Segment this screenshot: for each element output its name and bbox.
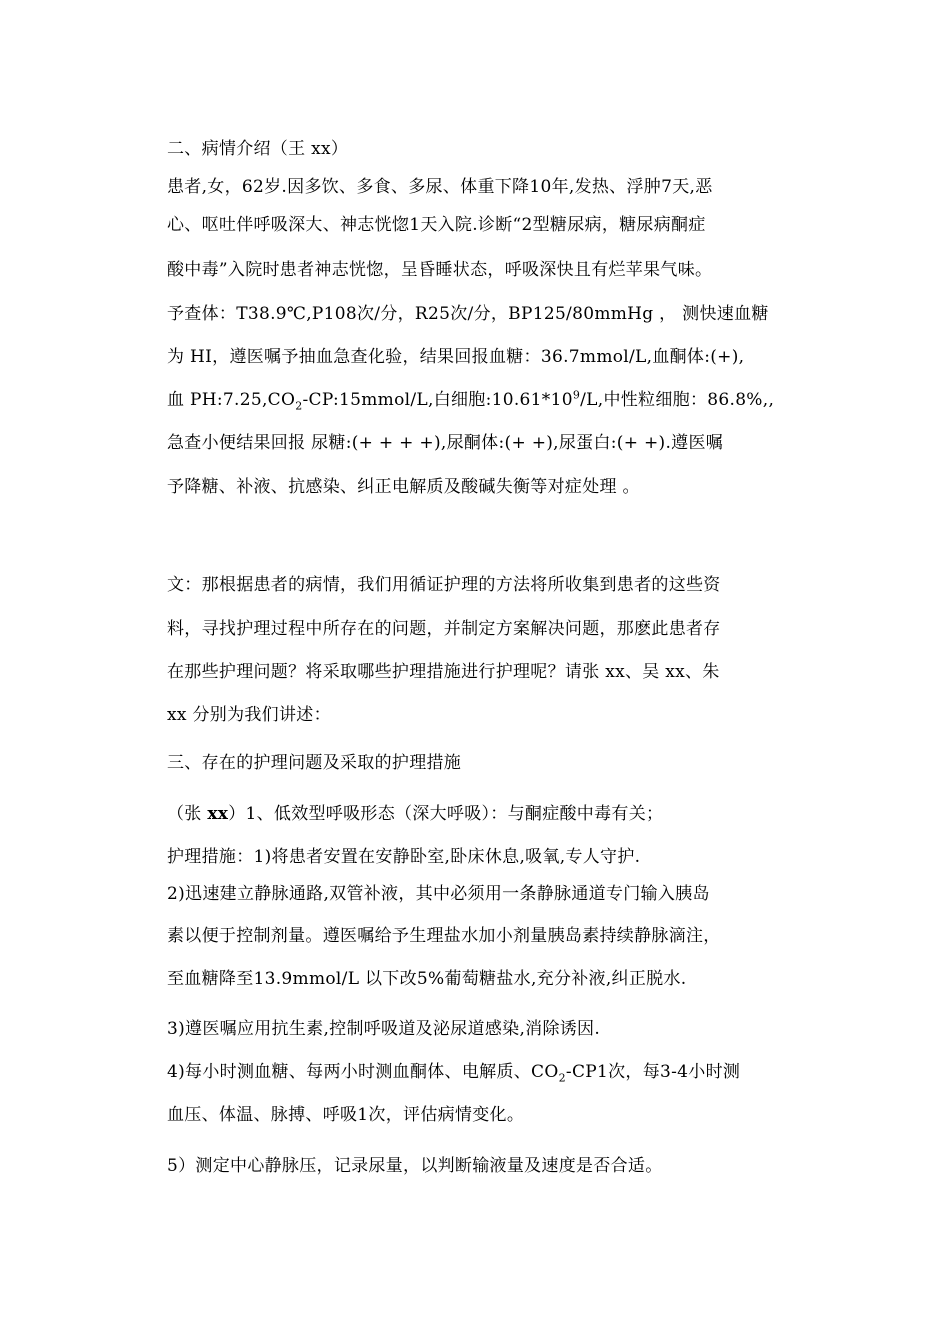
measures-line-6 [167,1061,740,1083]
case-text-line-8: 予降糖、补液、抗感染、纠正电解质及酸碱失衡等对症处理 。 [167,477,640,497]
measures-line-1: 护理措施：1)将患者安置在安静卧室,卧床休息,吸氧,专人守护. [167,847,641,867]
case-text-line-3: 酸中毒”入院时患者神志恍惚，呈昏睡状态，呼吸深快且有烂苹果气味。 [167,260,713,280]
exponent-superscript: 9 [572,388,581,402]
case-text-line-6-part-c: /L,中性粒细胞：86.8%,, [580,390,775,410]
problem-1-text: ）1、低效型呼吸形态（深大呼吸）：与酮症酸中毒有关； [228,804,664,824]
measures-line-6-part-a: 4)每小时测血糖、每两小时测血酮体、电解质、CO [167,1062,559,1082]
co2-subscript: 2 [295,399,303,413]
dialogue-line-4: xx 分别为我们讲述： [167,705,331,725]
nursing-problem-1 [167,803,663,825]
measures-line-5: 3)遵医嘱应用抗生素,控制呼吸道及泌尿道感染,消除诱因. [167,1019,601,1039]
measures-line-3: 素以便于控制剂量。遵医嘱给予生理盐水加小剂量胰岛素持续静脉滴注， [167,926,721,946]
dialogue-line-2: 料，寻找护理过程中所存在的问题，并制定方案解决问题，那麽此患者存 [167,619,721,639]
measures-line-8: 5）测定中心静脉压，记录尿量，以判断输液量及速度是否合适。 [167,1156,663,1176]
measures-line-4: 至血糖降至13.9mmol/L 以下改5%葡萄糖盐水,充分补液,纠正脱水. [167,969,687,989]
measures-line-6-part-b: -CP1次，每3-4小时测 [565,1062,741,1082]
measures-line-2: 2)迅速建立静脉通路,双管补液，其中必须用一条静脉通道专门输入胰岛 [167,884,710,904]
problem-1-prefix: （张 [167,804,208,824]
section-3-heading: 三、存在的护理问题及采取的护理措施 [167,753,462,773]
case-text-line-7: 急查小便结果回报 尿糖:(+ + + +),尿酮体:(+ +),尿蛋白:(+ +).遵医嘱 [167,433,724,453]
section-2-heading: 二、病情介绍（王 xx） [167,139,349,159]
co2-subscript-2: 2 [558,1071,566,1085]
case-text-line-1: 患者,女，62岁.因多饮、多食、多尿、体重下降10年,发热、浮肿7天,恶 [167,177,713,197]
case-text-line-6 [167,389,774,411]
case-text-line-4: 予查体：T38.9℃,P108次/分，R25次/分，BP125/80mmHg ， 测快速血糖 [167,304,769,324]
measures-line-7: 血压、体温、脉搏、呼吸1次，评估病情变化。 [167,1105,525,1125]
case-text-line-6-part-a: 血 PH:7.25,CO [167,390,296,410]
dialogue-line-3: 在那些护理问题？将采取哪些护理措施进行护理呢？请张 xx、吴 xx、朱 [167,662,720,682]
case-text-line-5: 为 HI，遵医嘱予抽血急查化验，结果回报血糖：36.7mmol/L,血酮体:(+), [167,347,745,367]
case-text-line-6-part-b: -CP:15mmol/L,白细胞:10.61*10 [302,390,573,410]
case-text-line-2: 心、呕吐伴呼吸深大、神志恍惚1天入院.诊断“2型糖尿病，糖尿病酮症 [167,215,706,235]
problem-1-name-bold: xx [207,804,229,824]
dialogue-line-1: 文：那根据患者的病情，我们用循证护理的方法将所收集到患者的这些资 [167,575,721,595]
